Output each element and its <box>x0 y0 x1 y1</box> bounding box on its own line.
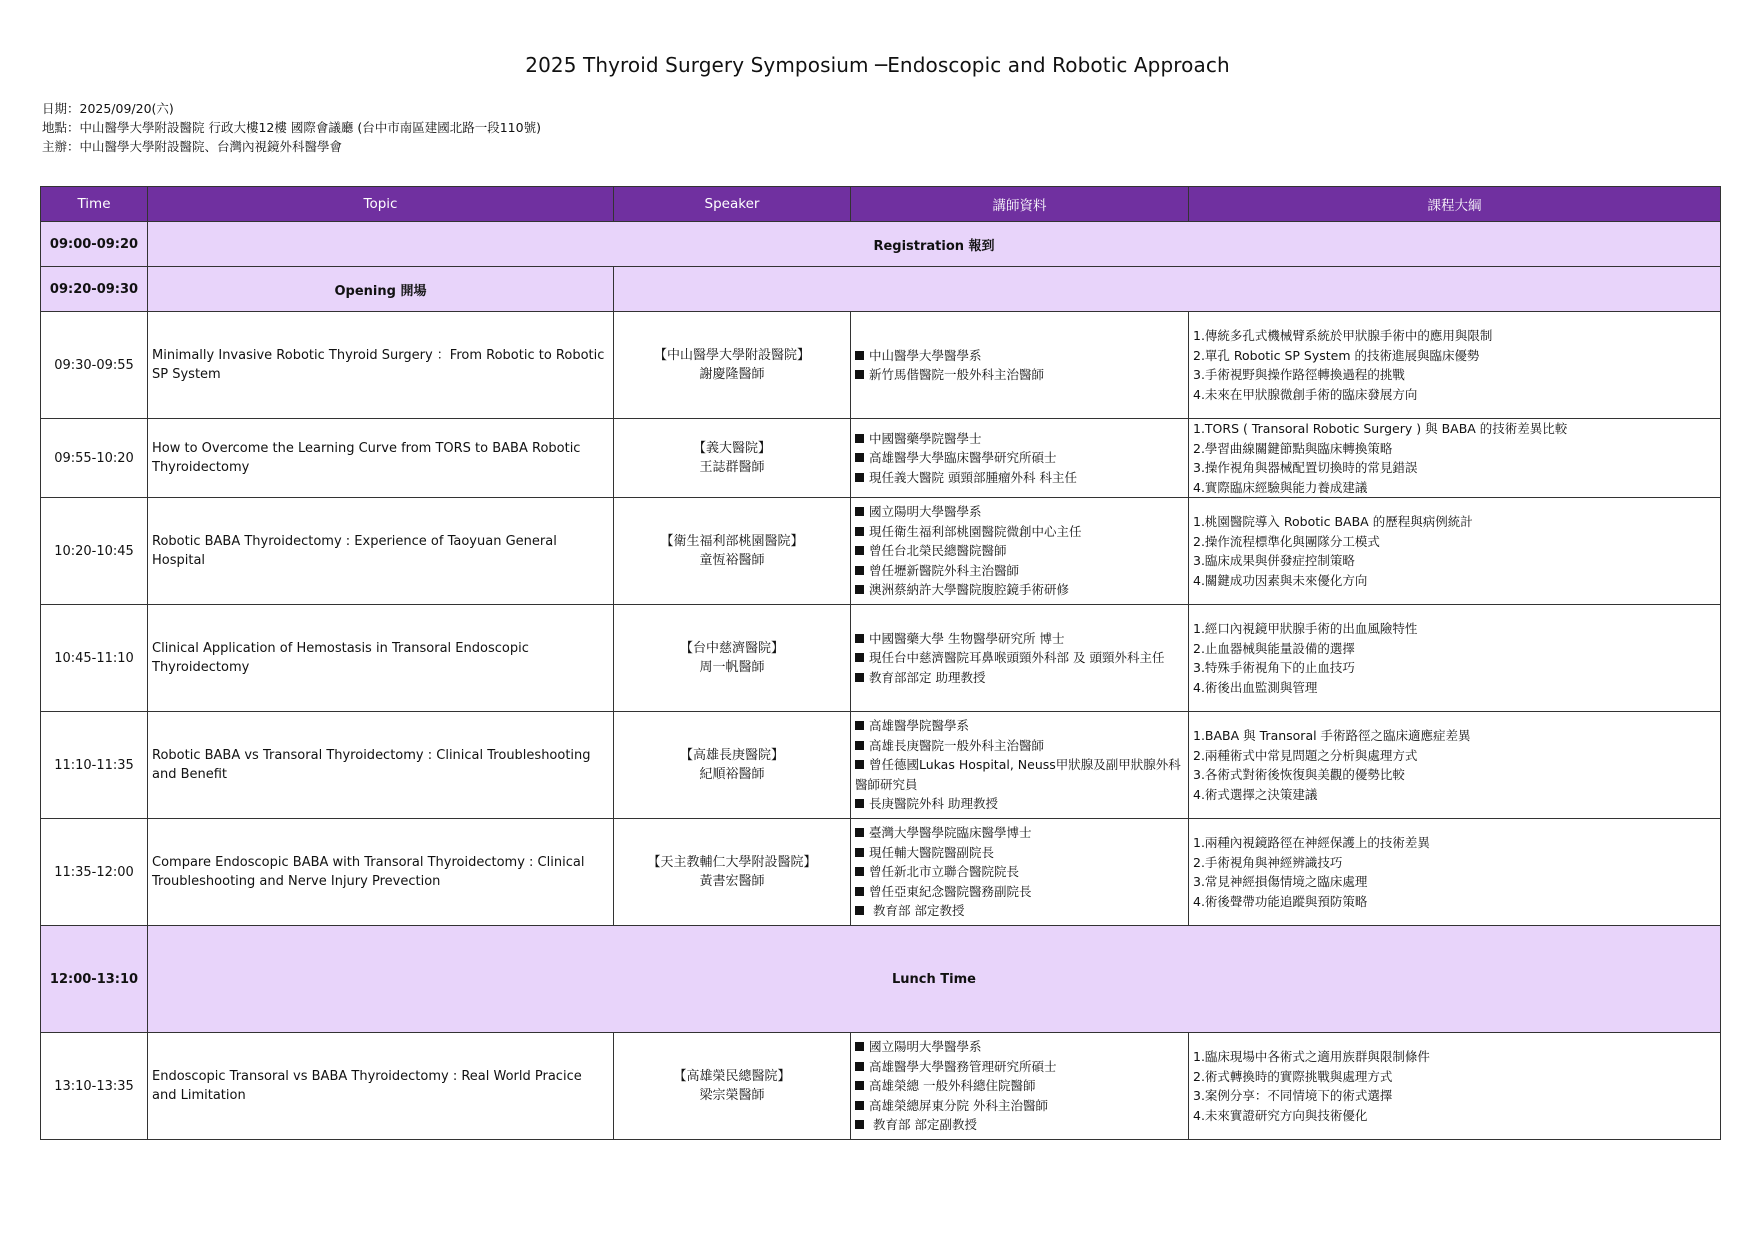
outline-item: 1.TORS ( Transoral Robotic Surgery ) 與 BABA 的技術差異比較 <box>1193 421 1568 436</box>
bio-item <box>855 429 1184 449</box>
course-outline <box>1189 1033 1721 1140</box>
opening-row <box>41 267 1721 312</box>
bio-item <box>855 561 1184 581</box>
bio-text: 現任輔大醫院醫副院長 <box>869 844 995 860</box>
registration-time: 09:00-09:20 <box>41 222 148 267</box>
bio-text: 中國醫藥大學 生物醫學研究所 博士 <box>869 630 1065 646</box>
speaker-bio <box>851 605 1189 712</box>
bio-text: 國立陽明大學醫學系 <box>869 504 982 520</box>
header-row <box>41 187 1721 222</box>
square-bullet-icon <box>855 653 864 662</box>
outline-item: 3.常見神經損傷情境之臨床處理 <box>1193 874 1368 889</box>
bio-text: 高雄醫學大學臨床醫學研究所碩士 <box>869 450 1057 466</box>
square-bullet-icon <box>855 507 864 516</box>
square-bullet-icon <box>855 566 864 575</box>
speaker-hospital: 【高雄長庚醫院】 <box>679 748 784 763</box>
outline-item: 3.操作視角與器械配置切換時的常見錯誤 <box>1193 460 1418 475</box>
bio-item <box>855 1096 1184 1116</box>
speaker-hospital: 【台中慈濟醫院】 <box>679 641 784 656</box>
square-bullet-icon <box>855 351 864 360</box>
speaker-hospital: 【衛生福利部桃園醫院】 <box>660 534 804 549</box>
event-venue: 地點：中山醫學大學附設醫院 行政大樓12樓 國際會議廳 (台中市南區建國北路一段110號) <box>42 120 541 135</box>
bio-text: 國立陽明大學醫學系 <box>869 1039 982 1055</box>
square-bullet-icon <box>855 867 864 876</box>
session-time: 11:35-12:00 <box>41 819 148 926</box>
bio-text: 新竹馬偕醫院一般外科主治醫師 <box>869 367 1045 382</box>
session-speaker <box>614 312 851 419</box>
square-bullet-icon <box>855 546 864 555</box>
bio-item <box>855 843 1184 863</box>
bio-text: 澳洲蔡納許大學醫院腹腔鏡手術研修 <box>869 582 1070 598</box>
square-bullet-icon <box>855 370 864 379</box>
page-title: 2025 Thyroid Surgery Symposium ─Endoscopic and Robotic Approach <box>525 53 1230 77</box>
event-meta <box>42 99 541 156</box>
column-header-speaker: Speaker <box>614 187 851 222</box>
square-bullet-icon <box>855 1120 864 1129</box>
bio-item <box>855 882 1184 902</box>
square-bullet-icon <box>855 1081 864 1090</box>
bio-text: 曾任壢新醫院外科主治醫師 <box>869 562 1020 578</box>
outline-item: 3.臨床成果與併發症控制策略 <box>1193 553 1355 568</box>
square-bullet-icon <box>855 741 864 750</box>
outline-item: 1.臨床現場中各術式之適用族群與限制條件 <box>1193 1049 1430 1064</box>
bio-text: 教育部 部定教授 <box>869 903 965 919</box>
course-outline <box>1189 712 1721 819</box>
outline-item: 2.操作流程標準化與團隊分工模式 <box>1193 533 1380 549</box>
session-speaker <box>614 605 851 712</box>
bio-item <box>855 1057 1184 1077</box>
opening-time: 09:20-09:30 <box>41 267 148 312</box>
course-outline <box>1189 312 1721 419</box>
course-outline <box>1189 419 1721 498</box>
bio-text: 曾任亞東紀念醫院醫務副院長 <box>869 883 1032 899</box>
outline-item: 4.實際臨床經驗與能力養成建議 <box>1193 479 1368 495</box>
course-outline <box>1189 819 1721 926</box>
square-bullet-icon <box>855 673 864 682</box>
bio-text: 教育部部定 助理教授 <box>869 669 986 685</box>
event-host: 主辦：中山醫學大學附設醫院、台灣內視鏡外科醫學會 <box>42 139 343 154</box>
bio-item <box>855 522 1184 542</box>
event-date: 日期：2025/09/20(六) <box>42 101 174 116</box>
square-bullet-icon <box>855 473 864 482</box>
speaker-bio <box>851 312 1189 419</box>
speaker-name: 黃書宏醫師 <box>699 874 765 889</box>
outline-item: 1.兩種內視鏡路徑在神經保護上的技術差異 <box>1193 835 1430 850</box>
bio-item <box>855 716 1184 736</box>
session-topic: Endoscopic Transoral vs BABA Thyroidectomy : Real World Pracice and Limitation <box>148 1033 614 1140</box>
square-bullet-icon <box>855 721 864 730</box>
bio-item <box>855 346 1184 366</box>
square-bullet-icon <box>855 527 864 536</box>
speaker-bio <box>851 498 1189 605</box>
bio-item <box>855 755 1184 794</box>
outline-item: 1.傳統多孔式機械臂系統於甲狀腺手術中的應用與限制 <box>1193 328 1493 343</box>
speaker-bio <box>851 712 1189 819</box>
bio-item <box>855 1115 1184 1135</box>
outline-item: 2.兩種術式中常見問題之分析與處理方式 <box>1193 747 1418 763</box>
bio-text: 曾任台北榮民總醫院醫師 <box>869 543 1007 559</box>
speaker-hospital: 【中山醫學大學附設醫院】 <box>653 348 810 363</box>
table-row <box>41 712 1721 819</box>
outline-item: 2.學習曲線關鍵節點與臨床轉換策略 <box>1193 440 1393 456</box>
square-bullet-icon <box>855 585 864 594</box>
bio-item <box>855 629 1184 649</box>
outline-item: 4.未來在甲狀腺微創手術的臨床發展方向 <box>1193 386 1418 402</box>
speaker-bio <box>851 819 1189 926</box>
session-time: 11:10-11:35 <box>41 712 148 819</box>
square-bullet-icon <box>855 760 864 769</box>
table-row <box>41 312 1721 419</box>
bio-text: 高雄醫學大學醫務管理研究所碩士 <box>869 1058 1057 1074</box>
bio-item <box>855 736 1184 756</box>
bio-text: 高雄長庚醫院一般外科主治醫師 <box>869 737 1045 753</box>
bio-item <box>855 668 1184 688</box>
square-bullet-icon <box>855 1042 864 1051</box>
bio-text: 高雄榮總 一般外科總住院醫師 <box>869 1078 1036 1094</box>
bio-item <box>855 580 1184 600</box>
square-bullet-icon <box>855 799 864 808</box>
outline-item: 1.BABA 與 Transoral 手術路徑之臨床適應症差異 <box>1193 728 1471 743</box>
registration-label: Registration 報到 <box>148 222 1721 267</box>
square-bullet-icon <box>855 453 864 462</box>
registration-row <box>41 222 1721 267</box>
session-time: 09:55-10:20 <box>41 419 148 498</box>
bio-item <box>855 448 1184 468</box>
opening-label: Opening 開場 <box>148 267 614 312</box>
outline-item: 2.術式轉換時的實際挑戰與處理方式 <box>1193 1068 1393 1084</box>
speaker-name: 謝慶隆醫師 <box>699 367 765 382</box>
outline-item: 1.經口內視鏡甲狀腺手術的出血風險特性 <box>1193 621 1418 636</box>
session-time: 10:20-10:45 <box>41 498 148 605</box>
bio-text: 曾任新北市立聯合醫院院長 <box>869 864 1020 880</box>
session-speaker <box>614 819 851 926</box>
column-header-topic: Topic <box>148 187 614 222</box>
speaker-bio <box>851 1033 1189 1140</box>
bio-text: 教育部 部定副教授 <box>869 1117 977 1133</box>
bio-text: 中山醫學大學醫學系 <box>869 347 982 363</box>
bio-item <box>855 468 1184 488</box>
bio-item <box>855 541 1184 561</box>
bio-item <box>855 862 1184 882</box>
bio-text: 現任義大醫院 頭頸部腫瘤外科 科主任 <box>869 469 1077 485</box>
speaker-hospital: 【義大醫院】 <box>692 441 771 456</box>
bio-item <box>855 823 1184 843</box>
bio-item <box>855 365 1184 385</box>
speaker-name: 梁宗榮醫師 <box>699 1088 765 1103</box>
lunch-row <box>41 926 1721 1033</box>
session-speaker <box>614 498 851 605</box>
square-bullet-icon <box>855 906 864 915</box>
opening-empty <box>614 267 1721 312</box>
bio-text: 長庚醫院外科 助理教授 <box>869 796 998 812</box>
bio-item <box>855 901 1184 921</box>
speaker-name: 周一帆醫師 <box>699 660 765 675</box>
agenda-table <box>40 186 1721 1140</box>
course-outline <box>1189 498 1721 605</box>
outline-item: 4.未來實證研究方向與技術優化 <box>1193 1107 1368 1123</box>
table-row <box>41 605 1721 712</box>
session-topic: Compare Endoscopic BABA with Transoral Thyroidectomy : Clinical Troubleshooting and Nerve Injury Prevection <box>148 819 614 926</box>
speaker-name: 紀順裕醫師 <box>699 767 765 782</box>
session-time: 13:10-13:35 <box>41 1033 148 1140</box>
bio-text: 高雄榮總屏東分院 外科主治醫師 <box>869 1097 1048 1113</box>
outline-item: 3.各術式對術後恢復與美觀的優勢比較 <box>1193 767 1405 782</box>
table-row <box>41 419 1721 498</box>
session-time: 10:45-11:10 <box>41 605 148 712</box>
column-header-outline: 課程大綱 <box>1189 187 1721 222</box>
outline-item: 4.術後出血監測與管理 <box>1193 679 1318 695</box>
speaker-name: 童恆裕醫師 <box>699 553 765 568</box>
speaker-name: 王誌群醫師 <box>699 460 765 475</box>
square-bullet-icon <box>855 434 864 443</box>
session-speaker <box>614 419 851 498</box>
course-outline <box>1189 605 1721 712</box>
bio-item <box>855 648 1184 668</box>
bio-text: 現任衛生福利部桃園醫院微創中心主任 <box>869 523 1082 539</box>
outline-item: 3.案例分享：不同情境下的術式選擇 <box>1193 1088 1393 1103</box>
outline-item: 3.手術視野與操作路徑轉換過程的挑戰 <box>1193 367 1405 382</box>
outline-item: 2.單孔 Robotic SP System 的技術進展與臨床優勢 <box>1193 347 1480 363</box>
session-topic: Robotic BABA Thyroidectomy : Experience of Taoyuan General Hospital <box>148 498 614 605</box>
bio-item <box>855 1037 1184 1057</box>
outline-item: 4.術式選擇之決策建議 <box>1193 786 1318 802</box>
table-row <box>41 498 1721 605</box>
speaker-bio <box>851 419 1189 498</box>
bio-text: 現任台中慈濟醫院耳鼻喉頭頸外科部 及 頭頸外科主任 <box>869 650 1165 666</box>
column-header-time: Time <box>41 187 148 222</box>
square-bullet-icon <box>855 887 864 896</box>
session-topic: How to Overcome the Learning Curve from TORS to BABA Robotic Thyroidectomy <box>148 419 614 498</box>
session-topic: Minimally Invasive Robotic Thyroid Surgery ：From Robotic to Robotic SP System <box>148 312 614 419</box>
square-bullet-icon <box>855 828 864 837</box>
outline-item: 4.關鍵成功因素與未來優化方向 <box>1193 572 1368 588</box>
speaker-hospital: 【天主教輔仁大學附設醫院】 <box>647 855 817 870</box>
outline-item: 2.止血器械與能量設備的選擇 <box>1193 640 1355 656</box>
square-bullet-icon <box>855 848 864 857</box>
speaker-hospital: 【高雄榮民總醫院】 <box>673 1069 791 1084</box>
square-bullet-icon <box>855 1101 864 1110</box>
bio-text: 臺灣大學醫學院臨床醫學博士 <box>869 825 1032 841</box>
session-topic: Clinical Application of Hemostasis in Transoral Endoscopic Thyroidectomy <box>148 605 614 712</box>
bio-item <box>855 1076 1184 1096</box>
bio-text: 高雄醫學院醫學系 <box>869 718 970 734</box>
square-bullet-icon <box>855 1062 864 1071</box>
lunch-label: Lunch Time <box>148 926 1721 1033</box>
session-speaker <box>614 712 851 819</box>
square-bullet-icon <box>855 634 864 643</box>
session-topic: Robotic BABA vs Transoral Thyroidectomy : Clinical Troubleshooting and Benefit <box>148 712 614 819</box>
table-row <box>41 819 1721 926</box>
session-time: 09:30-09:55 <box>41 312 148 419</box>
lunch-time: 12:00-13:10 <box>41 926 148 1033</box>
outline-item: 3.特殊手術視角下的止血技巧 <box>1193 660 1355 675</box>
outline-item: 4.術後聲帶功能追蹤與預防策略 <box>1193 893 1368 909</box>
bio-item <box>855 502 1184 522</box>
outline-item: 1.桃園醫院導入 Robotic BABA 的歷程與病例統計 <box>1193 514 1473 529</box>
bio-item <box>855 794 1184 814</box>
column-header-bio: 講師資料 <box>851 187 1189 222</box>
bio-text: 中國醫藥學院醫學士 <box>869 430 982 446</box>
bio-text: 曾任德國Lukas Hospital, Neuss甲狀腺及副甲狀腺外科醫師研究員 <box>855 757 1181 792</box>
outline-item: 2.手術視角與神經辨識技巧 <box>1193 854 1343 870</box>
table-row <box>41 1033 1721 1140</box>
session-speaker <box>614 1033 851 1140</box>
